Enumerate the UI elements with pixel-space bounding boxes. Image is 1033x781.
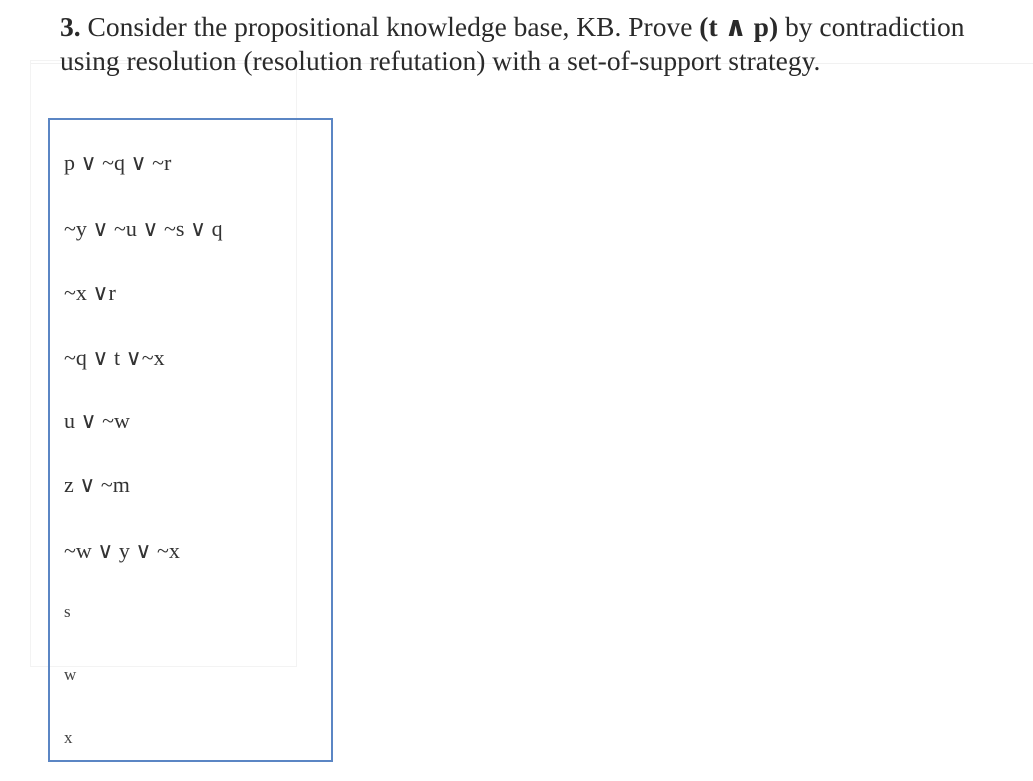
kb-clause: p ∨ ~q ∨ ~r (64, 150, 172, 175)
kb-clause: z ∨ ~m (64, 472, 130, 497)
goal-formula: (t ∧ p) (699, 11, 779, 42)
question-text (60, 10, 1020, 78)
kb-clause: ~q ∨ t ∨~x (64, 345, 165, 370)
kb-clause: ~w ∨ y ∨ ~x (64, 538, 180, 563)
kb-clause: ~y ∨ ~u ∨ ~s ∨ q (64, 216, 223, 241)
knowledge-base-box (48, 118, 333, 762)
question-text-before: Consider the propositional knowledge base, KB. Prove (87, 11, 693, 42)
question-number: 3. (60, 11, 81, 42)
question-text-after: by contradiction using resolution (resolution refutation) with a set-of-support strategy. (60, 11, 965, 76)
kb-clause: x (64, 728, 73, 747)
kb-clause: s (64, 602, 71, 621)
kb-clause: ~x ∨r (64, 280, 116, 305)
kb-clause: u ∨ ~w (64, 408, 130, 433)
kb-clause: w (64, 665, 77, 684)
